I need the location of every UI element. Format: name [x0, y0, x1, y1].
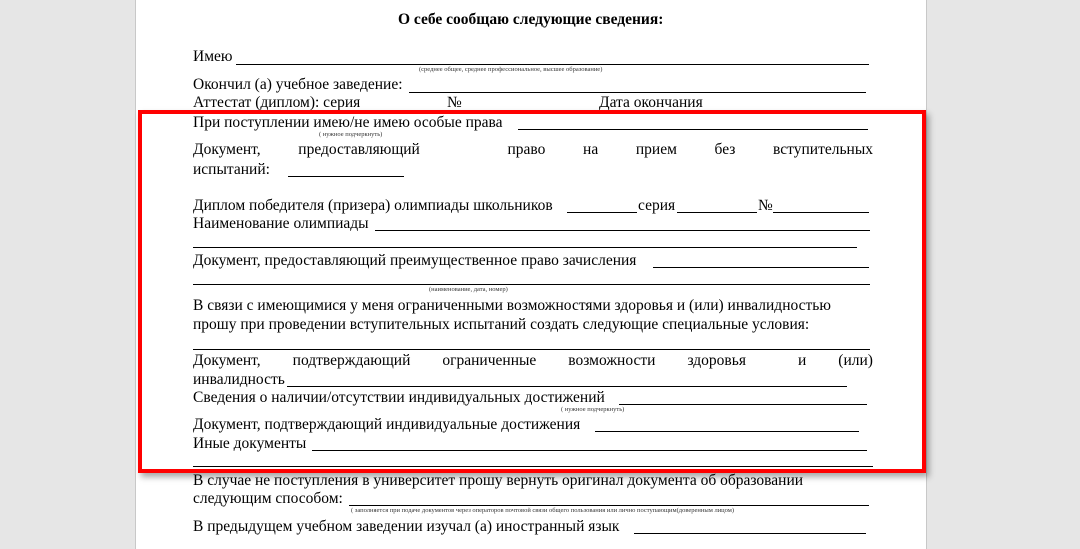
special-conditions-text-2: прошу при проведении вступительных испытаний создать следующие специальные условия:: [193, 316, 810, 333]
special-rights-hint: ( нужное подчеркнуть): [319, 131, 383, 138]
certificate-number-label: №: [447, 94, 462, 111]
other-documents-label: Иные документы: [193, 435, 307, 452]
achievements-field[interactable]: [619, 404, 867, 405]
priority-document-field-2[interactable]: [193, 284, 870, 285]
olympiad-number-label: №: [758, 197, 773, 214]
no-exam-document-line: [193, 141, 873, 159]
olympiad-name-field[interactable]: [375, 230, 870, 231]
return-original-text-2: следующим способом:: [193, 490, 343, 507]
foreign-language-field[interactable]: [634, 533, 866, 534]
word: право: [507, 141, 546, 158]
olympiad-series-field[interactable]: [677, 212, 757, 213]
other-documents-field-2[interactable]: [193, 466, 873, 467]
word: без: [714, 141, 736, 158]
achievements-hint: ( нужное подчеркнуть): [561, 406, 625, 413]
special-conditions-text-1: В связи с имеющимися у меня ограниченными возможностями здоровья и (или) инвалидностью: [193, 297, 831, 314]
olympiad-name-field-2[interactable]: [193, 247, 857, 248]
other-documents-field[interactable]: [312, 450, 867, 451]
word: подтверждающий: [292, 352, 411, 369]
disability-document-field[interactable]: [287, 386, 847, 387]
olympiad-series-label: серия: [638, 197, 676, 214]
word: Документ,: [193, 352, 261, 369]
return-original-hint: ( заполняется при подаче документов через операторов почтовой связи общего пользования или лично поступающим(доверенным лицом): [351, 507, 735, 514]
priority-document-label: Документ, предоставляющий преимущественное право зачисления: [193, 252, 637, 269]
word: ограниченные: [442, 352, 537, 369]
certificate-date-label: Дата окончания: [599, 94, 703, 111]
olympiad-name-label: Наименование олимпиады: [193, 215, 369, 232]
achievements-document-label: Документ, подтверждающий индивидуальные достижения: [193, 416, 581, 433]
education-level-hint: (среднее общее, среднее профессиональное, высшее образование): [419, 66, 603, 73]
priority-document-hint: (наименование, дата, номер): [429, 286, 508, 293]
disability-document-label-2: инвалидность: [193, 371, 285, 388]
education-level-field[interactable]: [236, 64, 869, 65]
achievements-label: Сведения о наличии/отсутствии индивидуальных достижений: [193, 389, 605, 406]
certificate-label: Аттестат (диплом): серия: [193, 94, 361, 111]
special-conditions-field[interactable]: [193, 349, 870, 350]
olympiad-diploma-label: Диплом победителя (призера) олимпиады школьников: [193, 197, 553, 214]
special-rights-field[interactable]: [518, 129, 868, 130]
olympiad-diploma-field[interactable]: [567, 212, 637, 213]
word: на: [583, 141, 599, 158]
word: возможности: [568, 352, 656, 369]
school-field[interactable]: [409, 92, 866, 93]
word: здоровья: [687, 352, 746, 369]
document-page: [135, 0, 927, 549]
school-label: Окончил (а) учебное заведение:: [193, 76, 403, 93]
return-original-field[interactable]: [349, 505, 869, 506]
achievements-document-field[interactable]: [595, 431, 859, 432]
word: предоставляющий: [298, 141, 420, 158]
word: вступительных: [773, 141, 873, 158]
no-exam-document-label-2: испытаний:: [193, 161, 270, 178]
no-exam-document-field[interactable]: [288, 176, 404, 177]
word: (или): [838, 352, 873, 369]
special-rights-label: При поступлении имею/не имею особые права: [193, 114, 503, 131]
priority-document-field[interactable]: [653, 267, 869, 268]
word: Документ,: [193, 141, 261, 158]
olympiad-number-field[interactable]: [773, 212, 869, 213]
word: прием: [635, 141, 677, 158]
return-original-text-1: В случае не поступления в университет прошу вернуть оригинал документа об образовании: [193, 472, 804, 489]
form-title: О себе сообщаю следующие сведения:: [398, 11, 664, 28]
disability-document-line: [193, 352, 873, 370]
foreign-language-label: В предыдущем учебном заведении изучал (а) иностранный язык: [193, 518, 620, 535]
word: и: [797, 352, 807, 369]
education-level-label: Имею: [193, 48, 233, 65]
